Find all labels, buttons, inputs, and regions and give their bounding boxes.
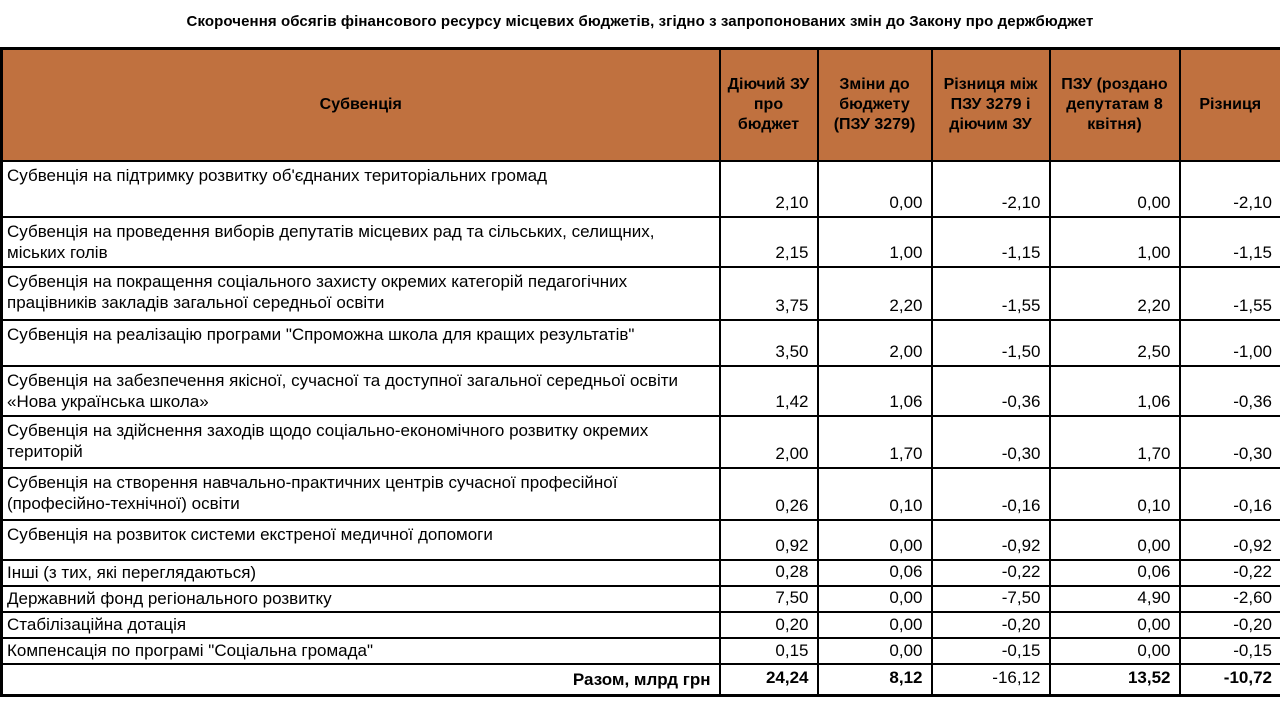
value-cell: 1,70	[1050, 416, 1180, 468]
subventions-table	[0, 47, 1280, 697]
value-cell: -7,50	[932, 586, 1050, 612]
value-cell: -2,60	[1180, 586, 1280, 612]
value-cell: 2,20	[1050, 267, 1180, 320]
value-cell: -0,92	[1180, 520, 1280, 560]
row-label: Субвенція на підтримку розвитку об'єднаних територіальних громад	[2, 161, 720, 217]
value-cell: 2,00	[720, 416, 818, 468]
table-row	[2, 560, 1280, 586]
row-label: Субвенція на здійснення заходів щодо соціально-економічного розвитку окремих територій	[2, 416, 720, 468]
value-cell: 1,70	[818, 416, 932, 468]
col-header-budget-changes: Зміни до бюджету (ПЗУ 3279)	[818, 49, 932, 161]
value-cell: 0,26	[720, 468, 818, 520]
value-cell: 2,10	[720, 161, 818, 217]
col-header-difference: Різниця	[1180, 49, 1280, 161]
value-cell: 0,92	[720, 520, 818, 560]
value-cell: 0,00	[818, 586, 932, 612]
value-cell: -0,15	[1180, 638, 1280, 664]
value-cell: -1,00	[1180, 320, 1280, 366]
header-row	[2, 49, 1280, 161]
table-row	[2, 320, 1280, 366]
table-row	[2, 468, 1280, 520]
value-cell: 2,20	[818, 267, 932, 320]
value-cell: -0,36	[1180, 366, 1280, 416]
col-header-pzu-april: ПЗУ (роздано депутатам 8 квітня)	[1050, 49, 1180, 161]
value-cell: -0,20	[932, 612, 1050, 638]
total-value-cell: 24,24	[720, 664, 818, 695]
total-value-cell: 13,52	[1050, 664, 1180, 695]
value-cell: 2,50	[1050, 320, 1180, 366]
value-cell: -0,22	[932, 560, 1050, 586]
value-cell: 0,28	[720, 560, 818, 586]
total-label: Разом, млрд грн	[2, 664, 720, 695]
value-cell: 3,50	[720, 320, 818, 366]
value-cell: 1,06	[818, 366, 932, 416]
value-cell: 0,15	[720, 638, 818, 664]
row-label: Субвенція на покращення соціального захисту окремих категорій педагогічних працівників закладів загальної середньої освіти	[2, 267, 720, 320]
row-label: Компенсація по програмі "Соціальна громада"	[2, 638, 720, 664]
value-cell: -2,10	[1180, 161, 1280, 217]
value-cell: -0,15	[932, 638, 1050, 664]
row-label: Субвенція на створення навчально-практичних центрів сучасної професійної (професійно-технічної) освіти	[2, 468, 720, 520]
value-cell: -1,55	[1180, 267, 1280, 320]
value-cell: -0,92	[932, 520, 1050, 560]
row-label: Субвенція на реалізацію програми "Спроможна школа для кращих результатів"	[2, 320, 720, 366]
total-row	[2, 664, 1280, 695]
value-cell: 1,06	[1050, 366, 1180, 416]
row-label: Субвенція на проведення виборів депутатів місцевих рад та сільських, селищних, міських голів	[2, 217, 720, 267]
total-value-cell: -10,72	[1180, 664, 1280, 695]
value-cell: 1,42	[720, 366, 818, 416]
value-cell: 3,75	[720, 267, 818, 320]
value-cell: 0,00	[818, 612, 932, 638]
table-row	[2, 366, 1280, 416]
value-cell: 0,06	[818, 560, 932, 586]
value-cell: -0,16	[932, 468, 1050, 520]
row-label: Субвенція на забезпечення якісної, сучасної та доступної загальної середньої освіти «Нова українська школа»	[2, 366, 720, 416]
value-cell: -0,16	[1180, 468, 1280, 520]
col-header-diff-pzu-law: Різниця між ПЗУ 3279 і діючим ЗУ	[932, 49, 1050, 161]
value-cell: 0,10	[818, 468, 932, 520]
table-row	[2, 612, 1280, 638]
col-header-subvention: Субвенція	[2, 49, 720, 161]
value-cell: -0,20	[1180, 612, 1280, 638]
page-title: Скорочення обсягів фінансового ресурсу місцевих бюджетів, згідно з запропонованих змін до Закону про держбюджет	[186, 13, 1094, 30]
value-cell: -0,22	[1180, 560, 1280, 586]
table-row	[2, 520, 1280, 560]
value-cell: 7,50	[720, 586, 818, 612]
table-row	[2, 586, 1280, 612]
value-cell: 0,00	[818, 520, 932, 560]
total-value-cell: -16,12	[932, 664, 1050, 695]
value-cell: 4,90	[1050, 586, 1180, 612]
value-cell: -1,50	[932, 320, 1050, 366]
table-row	[2, 217, 1280, 267]
value-cell: -0,30	[1180, 416, 1280, 468]
row-label: Інші (з тих, які переглядаються)	[2, 560, 720, 586]
total-value-cell: 8,12	[818, 664, 932, 695]
value-cell: 0,00	[1050, 161, 1180, 217]
value-cell: -0,30	[932, 416, 1050, 468]
row-label: Стабілізаційна дотація	[2, 612, 720, 638]
table-row	[2, 267, 1280, 320]
value-cell: 0,06	[1050, 560, 1180, 586]
row-label: Субвенція на розвиток системи екстреної медичної допомоги	[2, 520, 720, 560]
value-cell: 2,00	[818, 320, 932, 366]
value-cell: 0,00	[818, 161, 932, 217]
value-cell: -1,15	[932, 217, 1050, 267]
value-cell: 1,00	[818, 217, 932, 267]
value-cell: 0,20	[720, 612, 818, 638]
value-cell: 0,00	[818, 638, 932, 664]
table-row	[2, 161, 1280, 217]
value-cell: -0,36	[932, 366, 1050, 416]
value-cell: 1,00	[1050, 217, 1180, 267]
table-row	[2, 416, 1280, 468]
value-cell: -1,15	[1180, 217, 1280, 267]
value-cell: -2,10	[932, 161, 1050, 217]
value-cell: 0,00	[1050, 520, 1180, 560]
value-cell: 0,10	[1050, 468, 1180, 520]
value-cell: 2,15	[720, 217, 818, 267]
row-label: Державний фонд регіонального розвитку	[2, 586, 720, 612]
value-cell: -1,55	[932, 267, 1050, 320]
col-header-current-law: Діючий ЗУ про бюджет	[720, 49, 818, 161]
value-cell: 0,00	[1050, 638, 1180, 664]
value-cell: 0,00	[1050, 612, 1180, 638]
table-row	[2, 638, 1280, 664]
